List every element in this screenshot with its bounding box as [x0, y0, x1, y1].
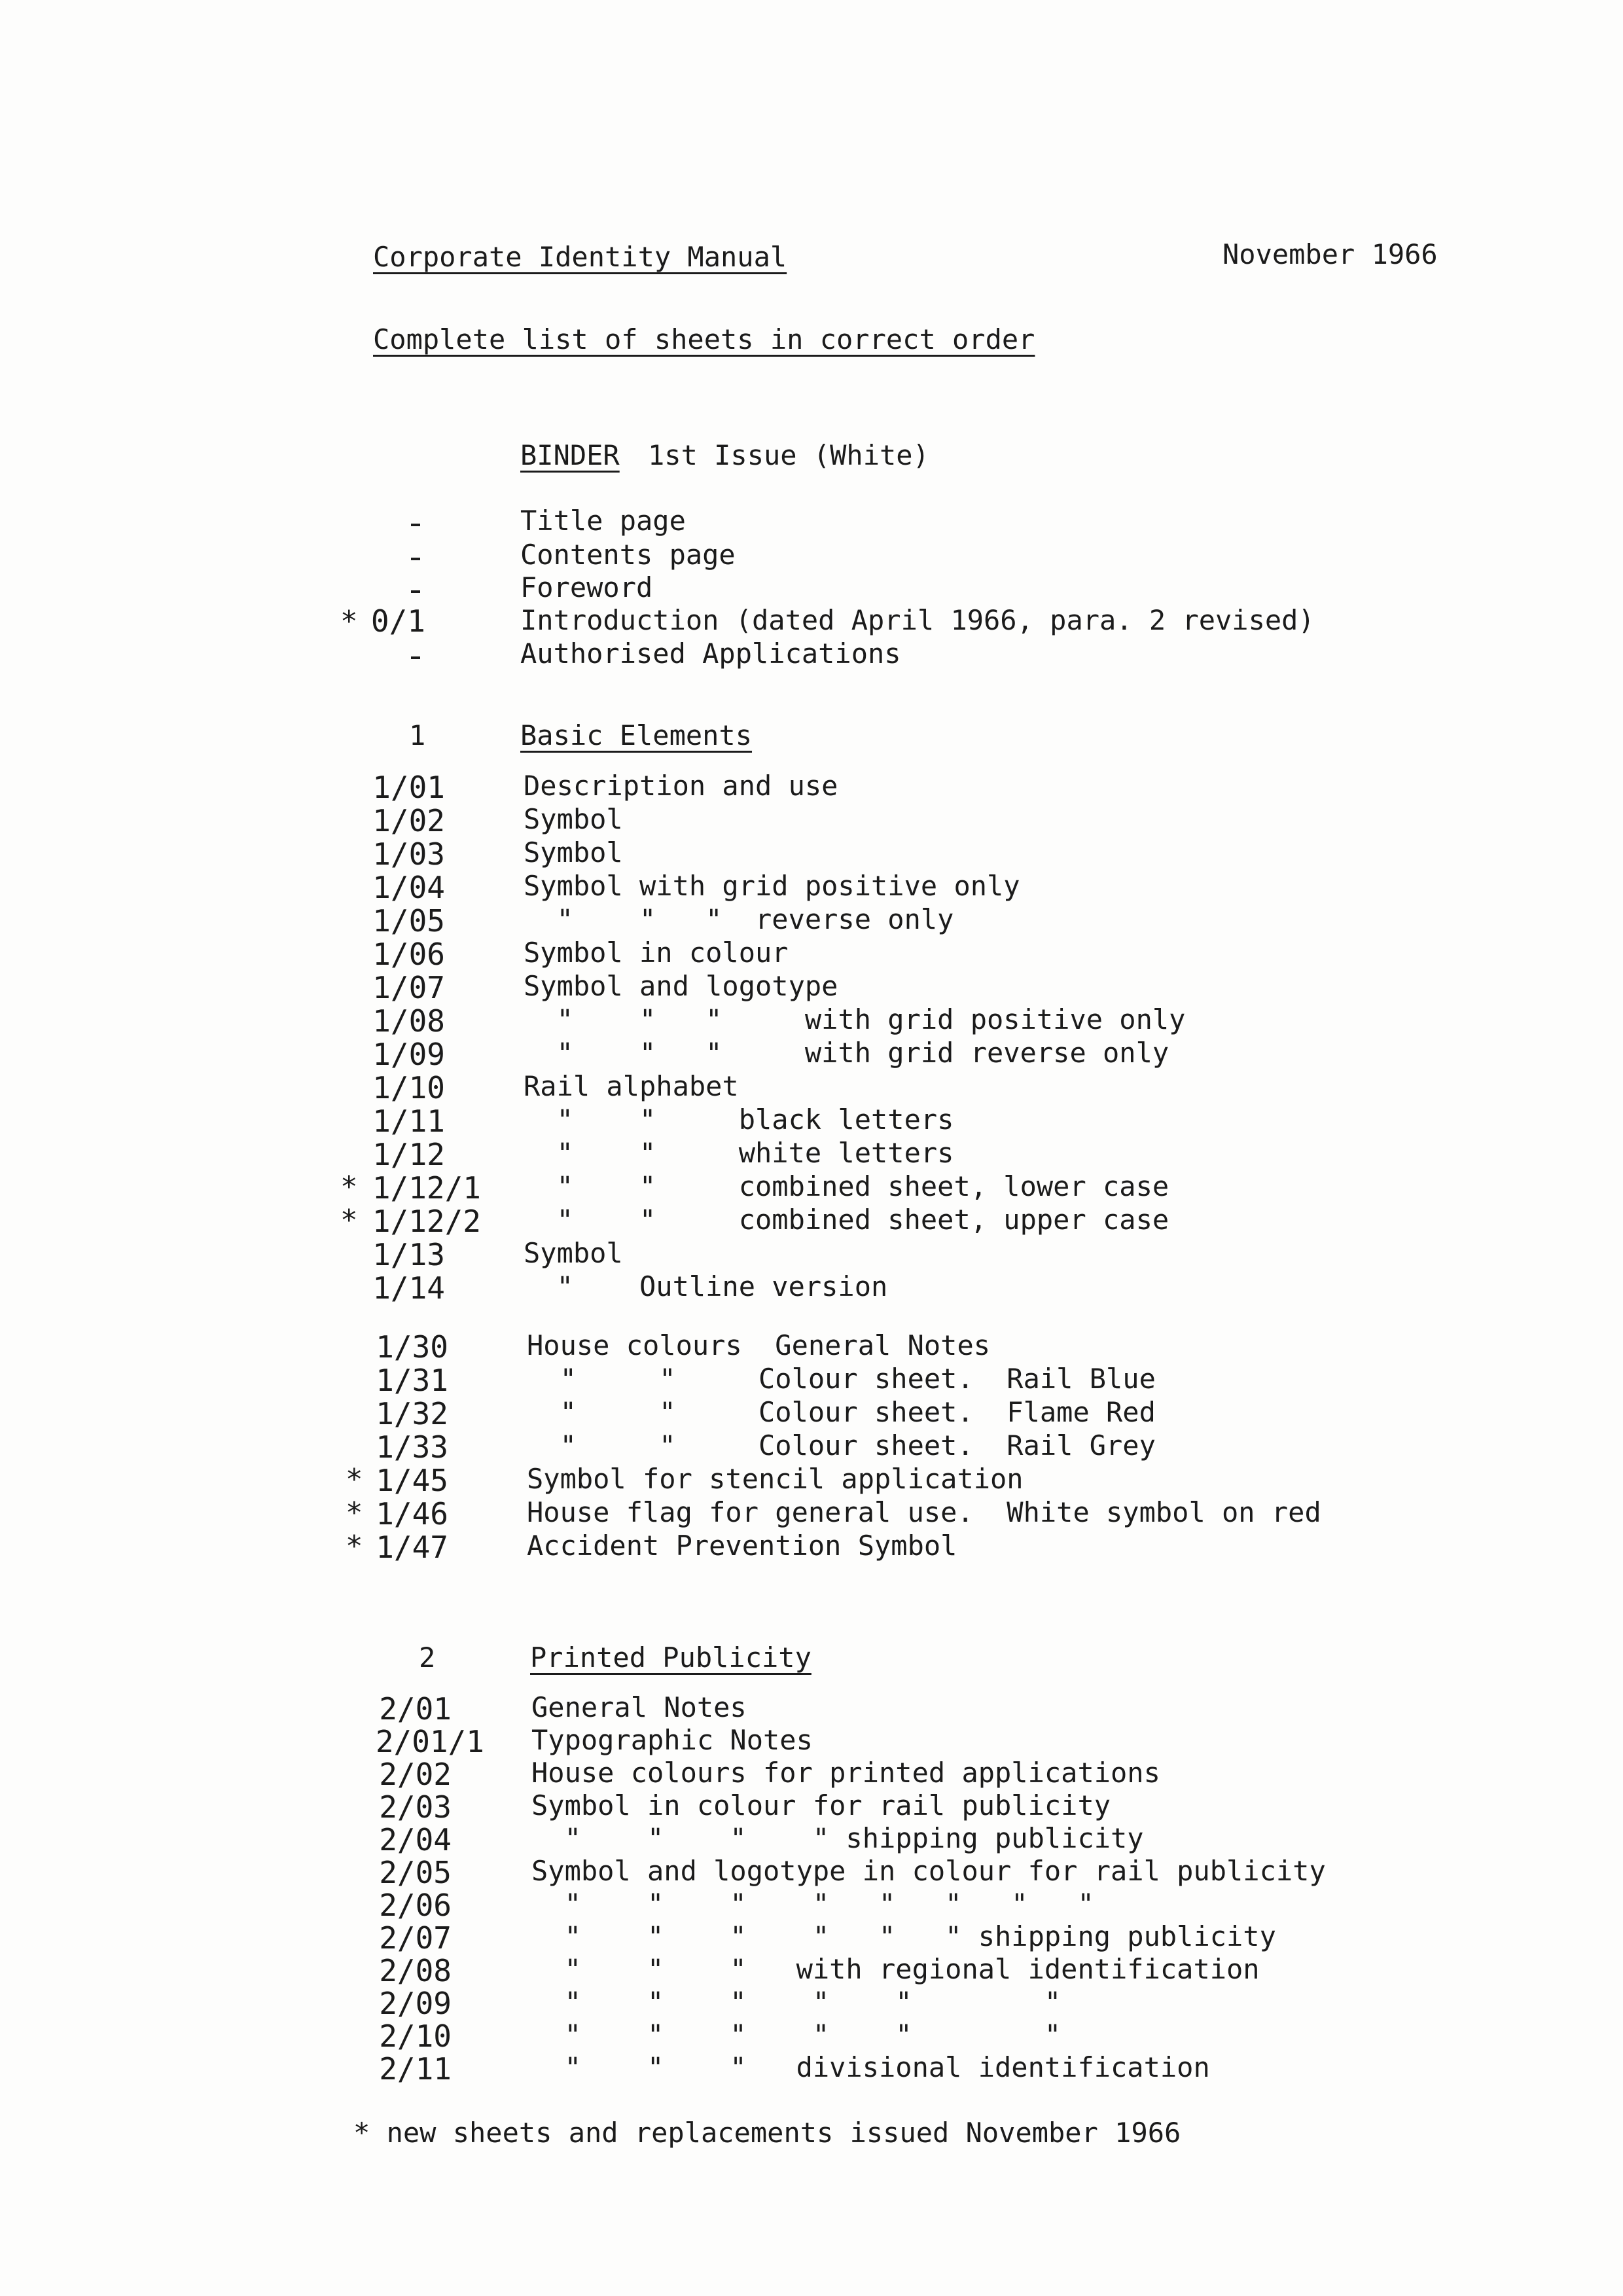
list-item: Symbol — [524, 836, 623, 869]
sheet-code: 2/01/1 — [375, 1724, 484, 1759]
sheet-code: 2/06 — [379, 1888, 452, 1923]
section-title: Basic Elements — [520, 719, 753, 751]
sheet-code: 2/01 — [379, 1691, 452, 1727]
list-item: " " black letters — [524, 1103, 954, 1136]
list-item: " " " reverse only — [524, 903, 954, 935]
list-item: " " " " " " shipping publicity — [531, 1920, 1276, 1952]
sheet-code: 2/02 — [379, 1757, 452, 1792]
sheet-code: 2/10 — [379, 2018, 452, 2054]
sheet-code: 1/31 — [376, 1363, 448, 1398]
new-sheet-asterisk: * — [346, 1463, 363, 1496]
document-title: Corporate Identity Manual — [373, 241, 787, 273]
list-item: " " combined sheet, upper case — [524, 1204, 1169, 1236]
list-item: House colours for printed applications — [531, 1757, 1160, 1789]
sheet-code: 2/11 — [379, 2051, 452, 2087]
sheet-code: 1/06 — [372, 937, 445, 972]
list-item: Symbol — [524, 1237, 623, 1269]
list-item: " Outline version — [524, 1270, 888, 1302]
list-item: Title page — [520, 505, 686, 537]
list-item: Symbol and logotype in colour for rail publicity — [531, 1855, 1326, 1887]
list-item: Symbol — [524, 803, 623, 835]
sheet-code: 1/11 — [372, 1103, 445, 1139]
new-sheet-asterisk: * — [340, 605, 358, 638]
list-item: Symbol in colour — [524, 937, 789, 969]
footnote: * new sheets and replacements issued November 1966 — [353, 2117, 1181, 2149]
new-sheet-asterisk: * — [346, 1496, 363, 1530]
dash-marker — [411, 656, 420, 659]
list-item: Foreword — [520, 571, 653, 603]
sheet-code: 1/03 — [372, 836, 445, 872]
list-item: " " Colour sheet. Rail Grey — [527, 1429, 1156, 1462]
sheet-code: 1/45 — [376, 1463, 448, 1498]
list-item: Introduction (dated April 1966, para. 2 revised) — [520, 604, 1315, 636]
list-item: Rail alphabet — [524, 1070, 739, 1102]
sheet-code: 0/1 — [370, 603, 425, 639]
list-item: Description and use — [524, 770, 838, 802]
sheet-code: 1/12/1 — [372, 1170, 481, 1206]
sheet-code: 2/07 — [379, 1920, 452, 1956]
sheet-code: 1/14 — [372, 1270, 445, 1306]
sheet-code: 1/47 — [376, 1530, 448, 1565]
sheet-code: 1/02 — [372, 803, 445, 838]
new-sheet-asterisk: * — [340, 1170, 358, 1204]
list-item: " " " " " " " " — [531, 1888, 1094, 1920]
list-item: " " " with grid positive only — [524, 1003, 1186, 1035]
section-number: 2 — [419, 1641, 436, 1674]
list-item: Symbol in colour for rail publicity — [531, 1789, 1111, 1821]
sheet-code: 1/05 — [372, 903, 445, 939]
document-date: November 1966 — [1222, 238, 1438, 270]
section-number: 1 — [409, 719, 426, 751]
list-item: " " " " " " — [531, 1986, 1061, 2018]
list-item: House colours General Notes — [527, 1329, 991, 1361]
list-item: Symbol with grid positive only — [524, 870, 1020, 902]
sheet-code: 1/09 — [372, 1037, 445, 1072]
sheet-code: 1/12 — [372, 1137, 445, 1172]
sheet-code: 2/04 — [379, 1822, 452, 1857]
new-sheet-asterisk: * — [340, 1204, 358, 1237]
list-item: Symbol and logotype — [524, 970, 838, 1002]
list-item: " " " " shipping publicity — [531, 1822, 1144, 1854]
list-item: Accident Prevention Symbol — [527, 1530, 957, 1562]
sheet-code: 2/09 — [379, 1986, 452, 2021]
sheet-code: 1/07 — [372, 970, 445, 1005]
list-item: " " " with regional identification — [531, 1953, 1260, 1985]
dash-marker — [411, 524, 420, 526]
list-item: " " Colour sheet. Flame Red — [527, 1396, 1156, 1428]
sheet-code: 1/08 — [372, 1003, 445, 1039]
sheet-code: 2/03 — [379, 1789, 452, 1825]
list-item: " " white letters — [524, 1137, 954, 1169]
sheet-code: 1/10 — [372, 1070, 445, 1105]
sheet-code: 1/46 — [376, 1496, 448, 1532]
sheet-code: 1/01 — [372, 770, 445, 805]
list-item: " " Colour sheet. Rail Blue — [527, 1363, 1156, 1395]
section-title: Printed Publicity — [530, 1641, 812, 1674]
sheet-code: 1/12/2 — [372, 1204, 481, 1239]
list-item: " " " divisional identification — [531, 2051, 1210, 2083]
sheet-code: 1/04 — [372, 870, 445, 905]
sheet-code: 1/30 — [376, 1329, 448, 1365]
binder-label: BINDER — [520, 439, 620, 471]
list-item: " " " with grid reverse only — [524, 1037, 1169, 1069]
list-item: House flag for general use. White symbol on red — [527, 1496, 1321, 1528]
list-item: Contents page — [520, 539, 736, 571]
document-subtitle: Complete list of sheets in correct order — [373, 323, 1035, 355]
sheet-code: 2/05 — [379, 1855, 452, 1890]
sheet-code: 2/08 — [379, 1953, 452, 1988]
sheet-code: 1/33 — [376, 1429, 448, 1465]
sheet-code: 1/32 — [376, 1396, 448, 1431]
new-sheet-asterisk: * — [346, 1530, 363, 1563]
binder-issue: 1st Issue (White) — [648, 439, 929, 471]
list-item: Symbol for stencil application — [527, 1463, 1024, 1495]
sheet-code: 1/13 — [372, 1237, 445, 1272]
list-item: Authorised Applications — [520, 637, 901, 670]
dash-marker — [411, 558, 420, 560]
list-item: General Notes — [531, 1691, 747, 1723]
list-item: " " " " " " — [531, 2018, 1061, 2051]
list-item: " " combined sheet, lower case — [524, 1170, 1169, 1202]
list-item: Typographic Notes — [531, 1724, 813, 1756]
dash-marker — [411, 590, 420, 593]
